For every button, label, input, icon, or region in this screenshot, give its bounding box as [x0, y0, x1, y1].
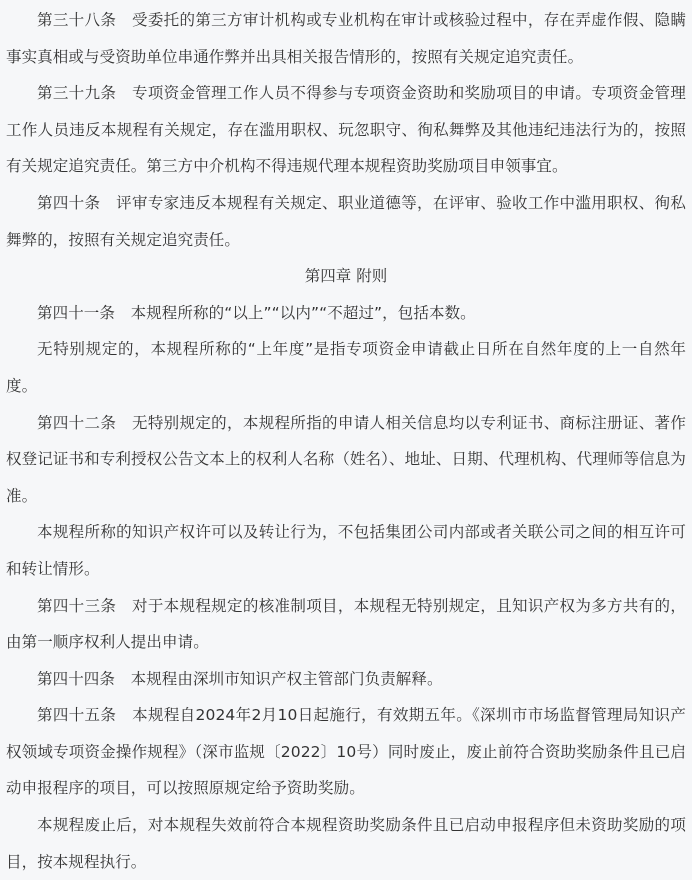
article-42-paragraph: 第四十二条 无特别规定的，本规程所指的申请人相关信息均以专利证书、商标注册证、著作权登记证书和专利授权公告文本上的权利人名称（姓名）、地址、日期、代理机构、代理师等信息为准。	[6, 413, 686, 505]
article-40-paragraph: 第四十条 评审专家违反本规程有关规定、职业道德等，在评审、验收工作中滥用职权、徇私舞弊的，按照有关规定追究责任。	[6, 193, 686, 249]
article-43-paragraph: 第四十三条 对于本规程规定的核准制项目，本规程无特别规定，且知识产权为多方共有的，由第一顺序权利人提出申请。	[6, 596, 686, 652]
chapter-title: 第四章 附则	[304, 267, 388, 286]
article-39-paragraph: 第三十九条 专项资金管理工作人员不得参与专项资金资助和奖励项目的申请。专项资金管理工作人员违反本规程有关规定，存在滥用职权、玩忽职守、徇私舞弊及其他违纪违法行为的，按照有关规定追究责任。第三方中介机构不得违规代理本规程资助奖励项目申领事宜。	[6, 84, 686, 176]
article-38-paragraph: 第三十八条 受委托的第三方审计机构或专业机构在审计或核验过程中，存在弄虚作假、隐瞒事实真相或与受资助单位串通作弊并出具相关报告情形的，按照有关规定追究责任。	[6, 11, 686, 66]
article-45-subparagraph: 本规程废止后，对本规程失效前符合本规程资助奖励条件且已启动申报程序但未资助奖励的项目，按本规程执行。	[6, 816, 686, 871]
article-41-paragraph: 第四十一条 本规程所称的“以上”“以内”“不超过”，包括本数。	[37, 303, 476, 322]
article-45-paragraph: 第四十五条 本规程自2024年2月10日起施行，有效期五年。《深圳市市场监督管理局知识产权领域专项资金操作规程》（深市监规〔2022〕10号）同时废止，废止前符合资助奖励条件且已启动申报程序的项目，可以按照原规定给予资助奖励。	[6, 706, 686, 798]
article-44-paragraph: 第四十四条 本规程由深圳市知识产权主管部门负责解释。	[37, 669, 443, 688]
article-42-subparagraph: 本规程所称的知识产权许可以及转让行为，不包括集团公司内部或者关联公司之间的相互许可和转让情形。	[6, 523, 686, 578]
article-41-subparagraph: 无特别规定的，本规程所称的“上年度”是指专项资金申请截止日所在自然年度的上一自然年度。	[6, 340, 686, 395]
